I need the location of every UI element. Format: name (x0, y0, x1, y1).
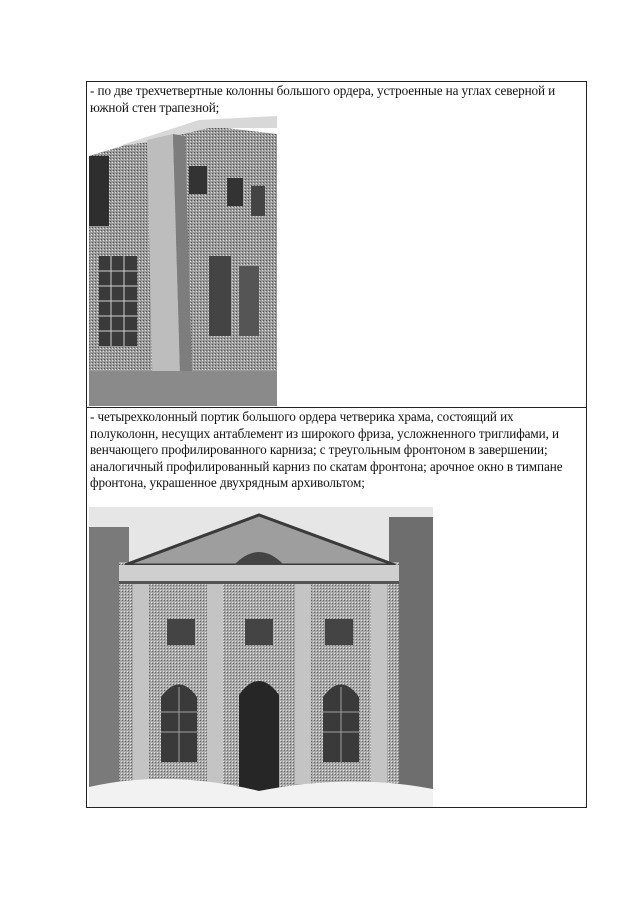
refectory-columns-photo (89, 116, 277, 406)
refectory-columns-image (89, 116, 277, 406)
description-table (86, 81, 587, 808)
table-row (87, 408, 586, 807)
row-caption: - по две трехчетвертные колонны большого ордера, устроенные на углах северной и южной стен трапезной; (90, 83, 556, 115)
row-caption: - четырехколонный портик большого ордера четверика храма, состоящий их полуколонн, несущих антаблемент из широкого фриза, усложненного триглифами, и венчающего профилированного карниза; с треугольным фронтоном в завершении; аналогичный профилированный карниз по скатам фронтона; арочное окно в тимпане фронтона, украшенное двухрядным архивольтом; (90, 409, 563, 490)
portico-image (89, 507, 433, 807)
table-row (87, 82, 586, 408)
portico-photo (89, 507, 433, 807)
